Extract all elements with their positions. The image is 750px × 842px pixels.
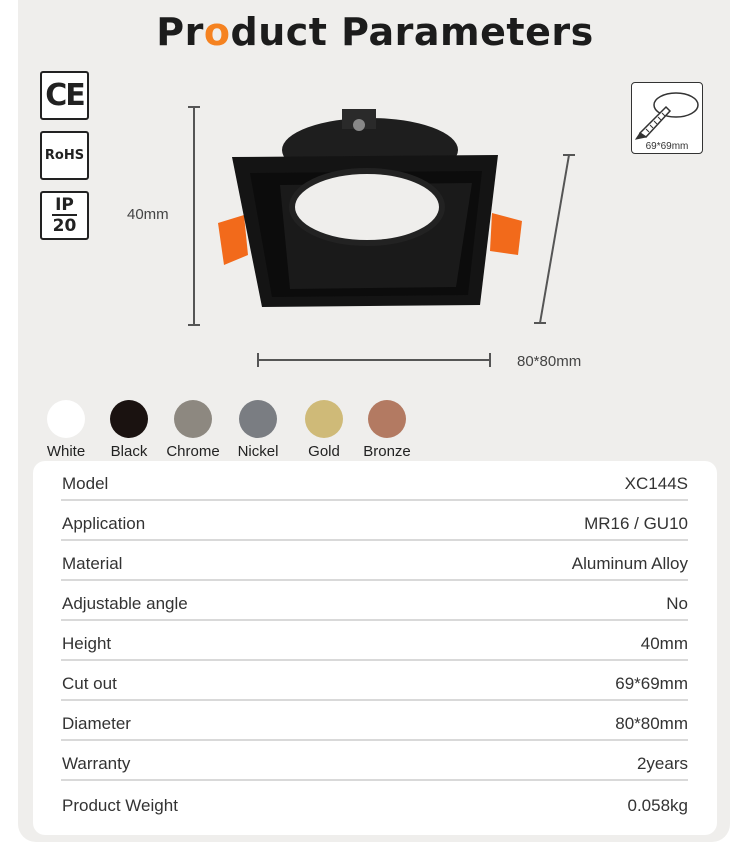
swatch-label: Gold	[308, 443, 340, 460]
spec-value: 2years	[636, 754, 688, 773]
color-options	[0, 400, 750, 462]
cutout-size-label: 69*69mm	[645, 141, 689, 152]
spec-value: XC144S	[624, 474, 688, 493]
swatch-label: Chrome	[166, 443, 220, 460]
color-swatch-bronze[interactable]	[352, 400, 422, 460]
height-dimension-label: 40mm	[127, 206, 169, 223]
rohs-badge: RoHS	[40, 131, 89, 180]
spec-value: MR16 / GU10	[584, 514, 688, 533]
swatch-dot	[174, 400, 212, 438]
spec-row	[61, 541, 688, 581]
swatch-dot	[305, 400, 343, 438]
ce-badge: CE	[40, 71, 89, 120]
spec-row	[61, 701, 688, 741]
spec-table	[33, 461, 717, 835]
product-illustration	[180, 95, 600, 380]
swatch-label: Bronze	[363, 443, 411, 460]
spec-row	[61, 501, 688, 541]
spec-row	[61, 741, 688, 781]
spec-key: Application	[62, 514, 146, 533]
swatch-label: White	[46, 443, 86, 460]
spec-key: Height	[62, 634, 112, 653]
swatch-dot	[110, 400, 148, 438]
spec-row	[61, 661, 688, 701]
spec-row	[61, 621, 688, 661]
color-swatch-chrome[interactable]	[158, 400, 228, 460]
swatch-dot	[47, 400, 85, 438]
spec-value: 69*69mm	[615, 674, 688, 693]
saw-cutout-icon	[632, 83, 704, 143]
page-title: Product Parameters	[156, 10, 594, 54]
spec-key: Diameter	[62, 714, 131, 733]
spec-value: No	[666, 594, 688, 613]
spec-key: Model	[62, 474, 109, 493]
spec-value: Aluminum Alloy	[571, 554, 688, 573]
spec-value: 40mm	[640, 634, 688, 653]
swatch-dot	[368, 400, 406, 438]
ip20-badge: IP 20	[40, 191, 89, 240]
color-swatch-black[interactable]	[94, 400, 164, 460]
spec-key: Material	[62, 554, 123, 573]
spec-row	[61, 781, 688, 821]
spec-value: 80*80mm	[615, 714, 688, 733]
spec-key: Warranty	[62, 754, 131, 773]
spec-row	[61, 461, 688, 501]
spec-key: Cut out	[62, 674, 117, 693]
spec-key: Adjustable angle	[62, 594, 188, 613]
spec-row	[61, 581, 688, 621]
swatch-label: Nickel	[237, 443, 279, 460]
color-swatch-white[interactable]	[31, 400, 101, 460]
swatch-label: Black	[110, 443, 148, 460]
spec-value: 0.058kg	[627, 796, 688, 815]
swatch-dot	[239, 400, 277, 438]
cutout-size-icon	[631, 82, 703, 154]
color-swatch-gold[interactable]	[289, 400, 359, 460]
color-swatch-nickel[interactable]	[223, 400, 293, 460]
width-dimension-label: 80*80mm	[517, 353, 582, 370]
spec-key: Product Weight	[62, 796, 178, 815]
